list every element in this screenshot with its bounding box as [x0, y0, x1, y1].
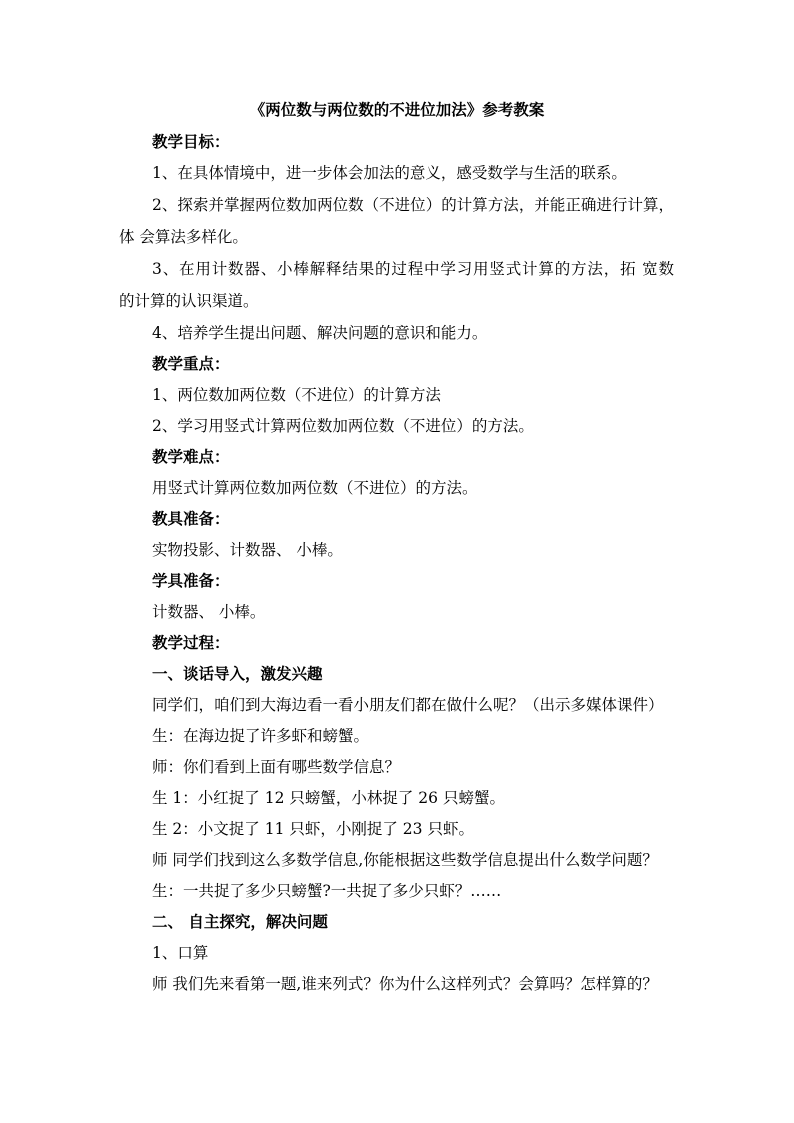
document-title: 《两位数与两位数的不进位加法》参考教案	[249, 100, 545, 119]
heading-student-aids: 学具准备：	[152, 571, 230, 590]
heading-teaching-goals: 教学目标：	[152, 132, 230, 151]
heading-teaching-aids: 教具准备：	[152, 509, 230, 528]
student-aids-text: 计数器、 小棒。	[152, 603, 266, 621]
oral-calc-heading: 1、口算	[152, 944, 209, 962]
process-line-student: 生：在海边捉了许多虾和螃蟹。	[152, 727, 370, 745]
goal-3-line-2: 的计算的认识渠道。	[119, 292, 259, 310]
process-line-teacher-question: 师 同学们找到这么多数学信息,你能根据这些数学信息提出什么数学问题？	[152, 851, 658, 869]
key-point-2: 2、学习用竖式计算两位数加两位数（不进位）的方法。	[152, 417, 534, 435]
section-1-heading: 一、谈话导入，激发兴趣	[152, 664, 323, 683]
goal-2-line-2: 体 会算法多样化。	[119, 228, 248, 246]
heading-teaching-process: 教学过程：	[152, 633, 230, 652]
goal-2-line-1: 2、探索并掌握两位数加两位数（不进位）的计算方法，并能正确进行计算，	[152, 196, 674, 214]
teaching-aids-text: 实物投影、计数器、 小棒。	[152, 541, 343, 559]
process-line-student-1: 生 1：小红捉了 12 只螃蟹，小林捉了 26 只螃蟹。	[152, 789, 505, 807]
process-line-teacher: 师：你们看到上面有哪些数学信息？	[152, 758, 401, 776]
goal-1: 1、在具体情境中，进一步体会加法的意义，感受数学与生活的联系。	[152, 164, 627, 182]
section-2-heading: 二、 自主探究，解决问题	[152, 912, 328, 931]
process-line-student-2: 生 2：小文捉了 11 只虾，小刚捉了 23 只虾。	[152, 820, 474, 838]
goal-4: 4、培养学生提出问题、解决问题的意识和能力。	[152, 324, 488, 342]
goal-3-line-1: 3、在用计数器、小棒解释结果的过程中学习用竖式计算的方法，拓 宽数	[152, 260, 674, 278]
difficulty-text: 用竖式计算两位数加两位数（不进位）的方法。	[152, 479, 478, 497]
key-point-1: 1、两位数加两位数（不进位）的计算方法	[152, 386, 441, 404]
process-line-intro: 同学们，咱们到大海边看一看小朋友们都在做什么呢？（出示多媒体课件）	[152, 696, 664, 714]
heading-key-points: 教学重点：	[152, 354, 230, 373]
process-line-student-question: 生：一共捉了多少只螃蟹?一共捉了多少只虾？……	[152, 882, 502, 900]
heading-difficulties: 教学难点：	[152, 447, 230, 466]
process-line-teacher-first-question: 师 我们先来看第一题,谁来列式？你为什么这样列式？会算吗？怎样算的？	[152, 975, 658, 993]
